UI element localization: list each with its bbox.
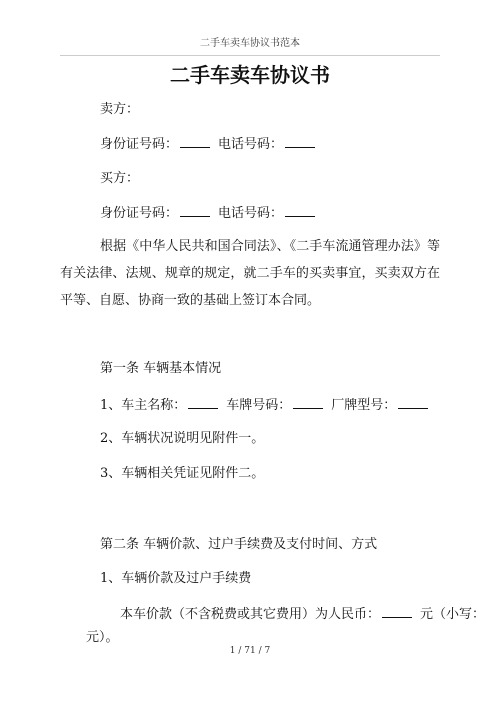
article2-sub1: 1、车辆价款及过户手续费 (100, 571, 252, 586)
article1-item1 (0, 396, 500, 415)
seller-id-label: 身份证号码： (100, 137, 179, 152)
model-blank (398, 396, 428, 409)
document-title: 二手车卖车协议书 (170, 63, 330, 87)
buyer-contact-line (0, 204, 500, 223)
buyer-phone-blank (285, 204, 315, 217)
article1-item3: 3、车辆相关凭证见附件二。 (100, 466, 265, 481)
price-blank (382, 605, 412, 618)
seller-contact-line (0, 135, 500, 154)
header-divider (60, 55, 440, 56)
preamble-paragraph: 根据《中华人民共和国合同法》、《二手车流通管理办法》等有关法律、法规、规章的规定，就二手车的买卖事宜，买卖双方在平等、自愿、协商一致的基础上签订本合同。 (60, 239, 440, 308)
price-line (0, 605, 500, 624)
model-label: 厂牌型号： (331, 398, 397, 413)
plate-number-blank (293, 396, 323, 409)
owner-name-blank (188, 396, 218, 409)
article1-item2: 2、车辆状况说明见附件一。 (100, 431, 265, 446)
buyer-phone-label: 电话号码： (218, 206, 284, 221)
seller-label: 卖方： (100, 102, 140, 117)
running-header: 二手车卖车协议书范本 (200, 38, 300, 49)
article2-heading: 第二条 车辆价款、过户手续费及支付时间、方式 (100, 537, 378, 552)
owner-name-label: 1、车主名称： (100, 398, 187, 413)
price-prefix: 本车价款（不含税费或其它费用）为人民币： (120, 607, 381, 622)
price-suffix: 元（小写： (420, 607, 486, 622)
seller-id-blank (180, 135, 210, 148)
buyer-id-blank (180, 204, 210, 217)
buyer-id-label: 身份证号码： (100, 206, 179, 221)
plate-number-label: 车牌号码： (226, 398, 292, 413)
buyer-label: 买方： (100, 171, 140, 186)
seller-phone-blank (285, 135, 315, 148)
price-end-line: 元）。 (86, 630, 119, 645)
article1-heading: 第一条 车辆基本情况 (100, 361, 222, 376)
page-number: 1 / 71 / 7 (229, 646, 271, 656)
seller-phone-label: 电话号码： (218, 137, 284, 152)
